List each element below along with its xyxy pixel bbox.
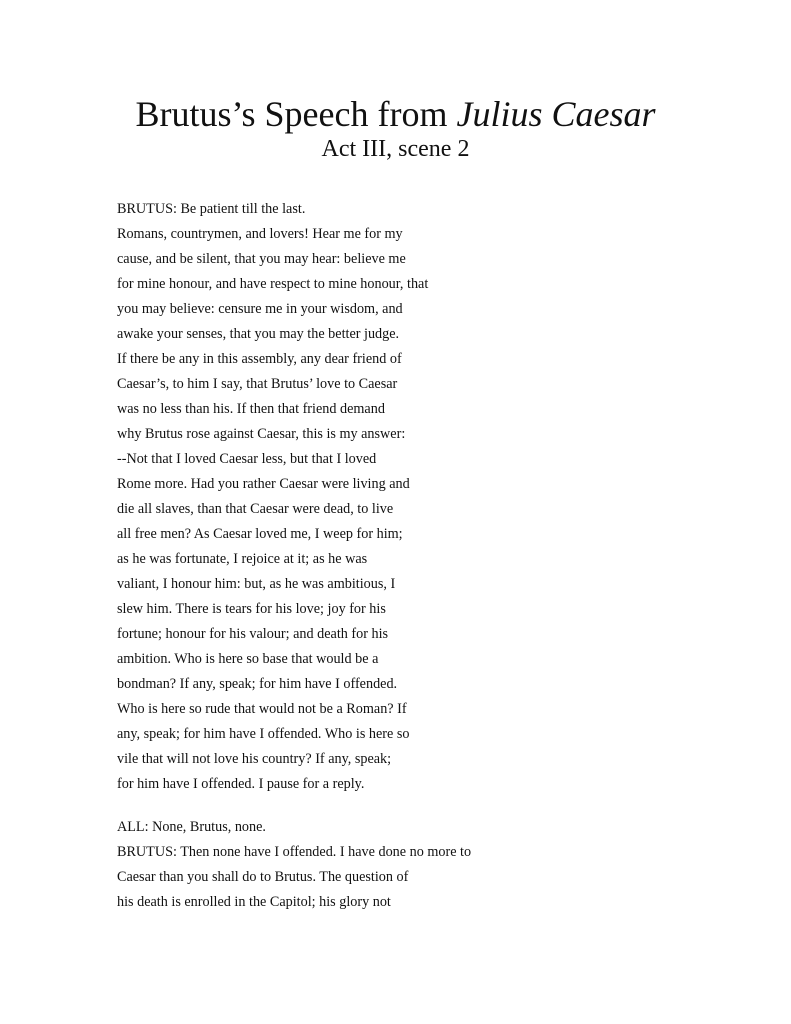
speech-block-2 <box>117 817 577 842</box>
text-line: was no less than his. If then that friend demand <box>117 401 385 417</box>
text-line: you may believe: censure me in your wisdom, and <box>117 301 403 317</box>
text-line: If there be any in this assembly, any dear friend of <box>117 351 402 367</box>
speech-block-1 <box>117 199 577 799</box>
text-line: awake your senses, that you may the better judge. <box>117 326 400 342</box>
text-line: BRUTUS: Then none have I offended. I have done no more to <box>117 844 472 860</box>
speech-body <box>117 199 577 917</box>
text-line: Rome more. Had you rather Caesar were living and <box>117 476 410 492</box>
paragraph-gap <box>117 799 577 817</box>
text-line: for him have I offended. I pause for a reply. <box>117 776 365 792</box>
page-subtitle: Act III, scene 2 <box>321 136 470 162</box>
text-line: as he was fortunate, I rejoice at it; as he was <box>117 551 368 567</box>
page-title <box>0 92 791 136</box>
text-line: Caesar’s, to him I say, that Brutus’ love to Caesar <box>117 376 398 392</box>
text-line: Who is here so rude that would not be a Roman? If <box>117 701 407 717</box>
text-line: ambition. Who is here so base that would be a <box>117 651 379 667</box>
text-line: cause, and be silent, that you may hear: believe me <box>117 251 406 267</box>
text-line: valiant, I honour him: but, as he was ambitious, I <box>117 576 396 592</box>
title-main-text: Brutus’s Speech from <box>135 94 457 134</box>
text-line: all free men? As Caesar loved me, I weep for him; <box>117 526 403 542</box>
text-line: vile that will not love his country? If any, speak; <box>117 751 392 767</box>
text-line: Romans, countrymen, and lovers! Hear me for my <box>117 226 403 242</box>
text-line: fortune; honour for his valour; and death for his <box>117 626 389 642</box>
text-line: slew him. There is tears for his love; joy for his <box>117 601 386 617</box>
text-line: his death is enrolled in the Capitol; his glory not <box>117 894 391 910</box>
text-line: die all slaves, than that Caesar were dead, to live <box>117 501 394 517</box>
text-line: bondman? If any, speak; for him have I offended. <box>117 676 398 692</box>
text-line: any, speak; for him have I offended. Who is here so <box>117 726 410 742</box>
text-line: --Not that I loved Caesar less, but that I loved <box>117 451 377 467</box>
text-line: why Brutus rose against Caesar, this is my answer: <box>117 426 406 442</box>
speech-block-3 <box>117 842 577 917</box>
text-line: Caesar than you shall do to Brutus. The question of <box>117 869 409 885</box>
text-line: BRUTUS: Be patient till the last. <box>117 201 306 217</box>
text-line: ALL: None, Brutus, none. <box>117 819 266 835</box>
text-line: for mine honour, and have respect to mine honour, that <box>117 276 429 292</box>
title-italic-text: Julius Caesar <box>456 94 656 134</box>
